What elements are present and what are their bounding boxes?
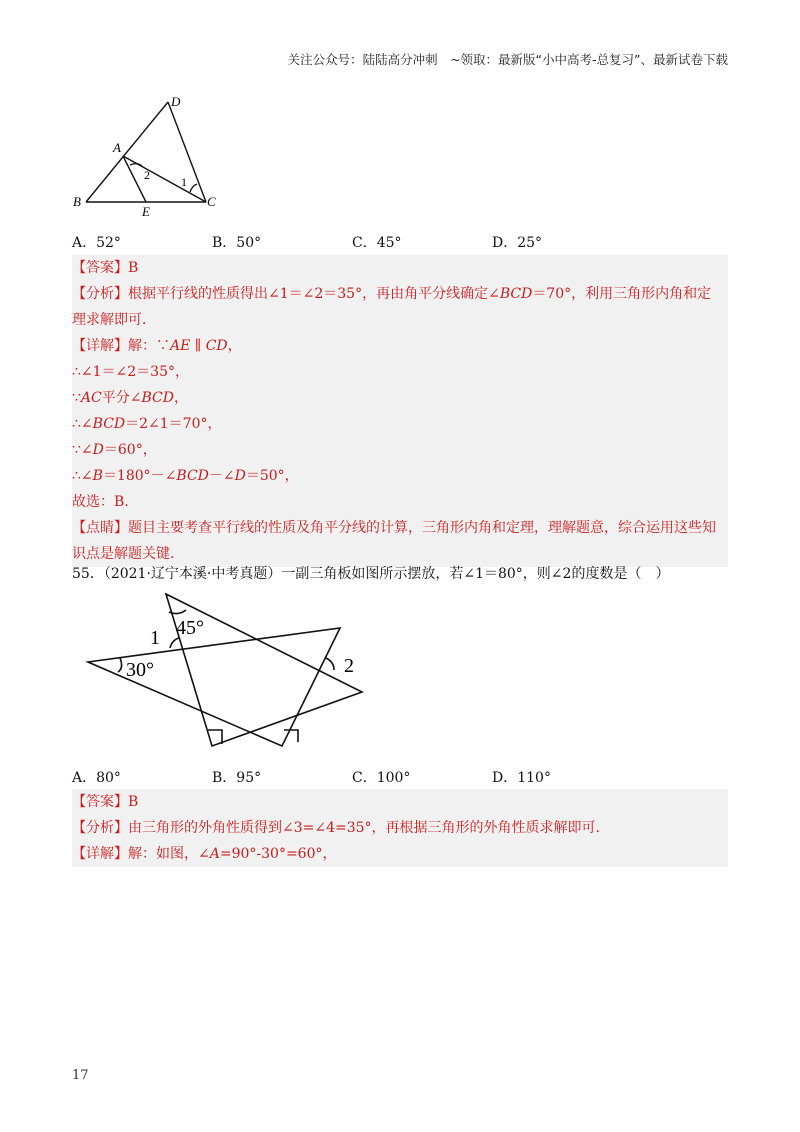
label-B: B <box>73 194 81 209</box>
q54-option-d: D．25° <box>492 235 543 251</box>
q55-analysis: 【分析】由三角形的外角性质得到∠3=∠4=35°，再根据三角形的外角性质求解即可. <box>72 820 600 836</box>
label-D: D <box>171 94 181 109</box>
label-angle-2: 2 <box>144 168 150 182</box>
q55-answer: 【答案】B <box>72 794 139 810</box>
page-number: 17 <box>72 1068 89 1083</box>
q55-option-a: A．80° <box>72 770 121 786</box>
q54-step-4: ∵∠D＝60°， <box>72 442 157 458</box>
q54-step-2: ∵AC平分∠BCD， <box>72 390 188 406</box>
q54-option-c: C．45° <box>352 235 402 251</box>
q54-analysis-cont: 理求解即可. <box>72 312 147 328</box>
q54-options <box>72 232 692 252</box>
q54-choose: 故选：B. <box>72 494 129 510</box>
label-A: A <box>113 140 121 155</box>
q55-solution <box>72 789 728 867</box>
q54-step-1: ∴∠1＝∠2＝35°， <box>72 364 189 380</box>
q55-options <box>72 767 692 787</box>
q54-detail: 【详解】解：∵AE ∥ CD， <box>72 338 242 354</box>
q55-source: （2021·辽宁本溪·中考真题） <box>103 566 282 582</box>
q54-answer: 【答案】B <box>72 260 139 276</box>
q55-detail: 【详解】解：如图，∠A=90°-30°=60°， <box>72 846 337 862</box>
q55-option-c: C．100° <box>352 770 411 786</box>
q55-option-b: B．95° <box>212 770 262 786</box>
q54-comment-cont: 识点是解题关键. <box>72 546 175 562</box>
set-squares-figure <box>80 590 370 750</box>
q55-option-d: D．110° <box>492 770 551 786</box>
q54-option-b: B．50° <box>212 235 262 251</box>
label-angle-2: 2 <box>344 655 354 677</box>
triangle-figure-1 <box>66 92 236 222</box>
q54-step-3: ∴∠BCD＝2∠1＝70°， <box>72 416 222 432</box>
q54-solution <box>72 255 728 567</box>
label-angle-1: 1 <box>181 175 187 189</box>
q54-option-a: A．52° <box>72 235 121 251</box>
q54-comment: 【点睛】题目主要考查平行线的性质及角平分线的计算，三角形内角和定理，理解题意，综合运用这些知 <box>72 520 716 536</box>
page-header: 关注公众号：陆陆高分冲刺 ~领取：最新版“小中高考-总复习”、最新试卷下载 <box>287 52 728 67</box>
label-C: C <box>207 194 216 209</box>
label-E: E <box>142 204 150 219</box>
label-45-degrees: 45° <box>176 617 204 639</box>
label-30-degrees: 30° <box>126 659 154 681</box>
q55-stem <box>72 563 732 583</box>
q55-number: 55． <box>72 566 104 582</box>
q54-step-5: ∴∠B＝180°－∠BCD－∠D＝50°， <box>72 468 299 484</box>
q54-analysis: 【分析】根据平行线的性质得出∠1＝∠2＝35°，再由角平分线确定∠BCD＝70°，利用三角形内角和定 <box>72 286 712 302</box>
label-angle-1: 1 <box>150 627 160 649</box>
q55-question: 一副三角板如图所示摆放，若∠1＝80°，则∠2的度数是（ ） <box>281 566 670 582</box>
